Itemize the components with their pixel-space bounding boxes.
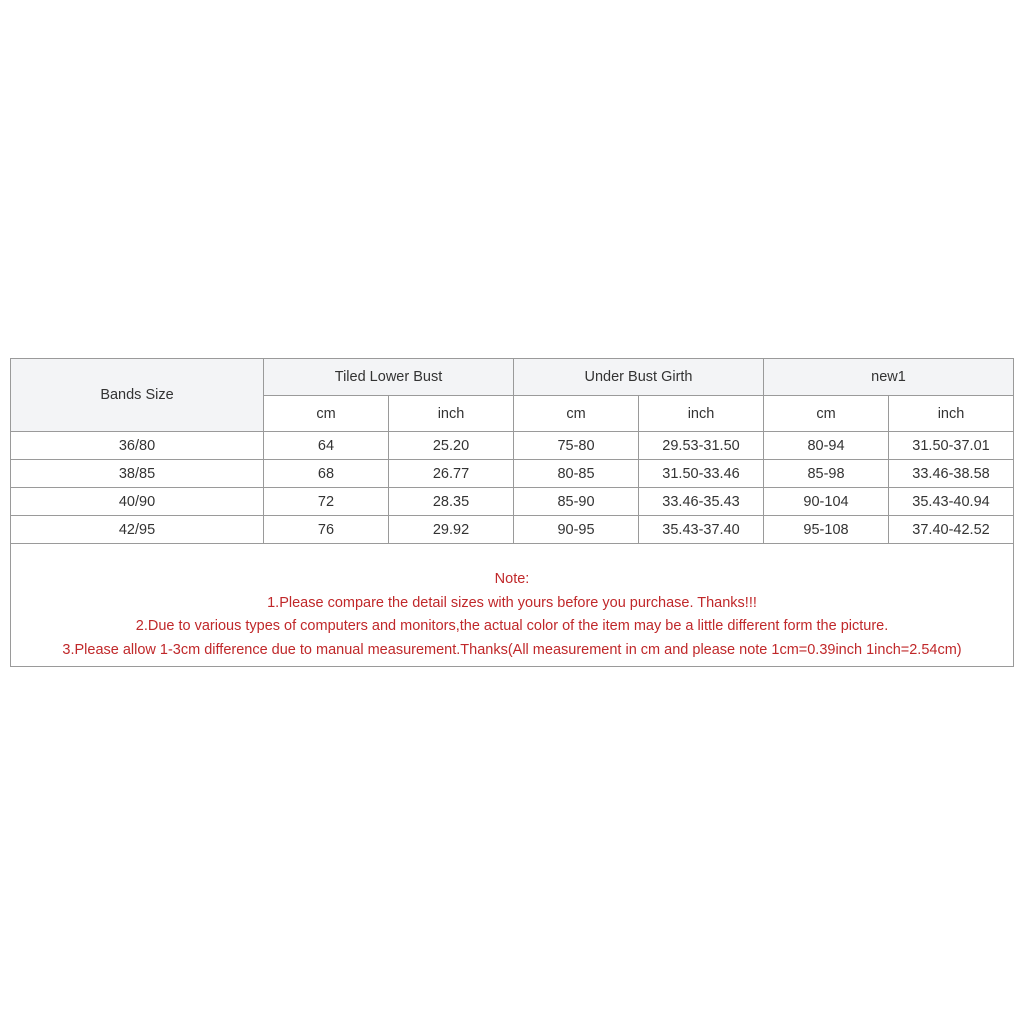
table-cell: 90-104 xyxy=(764,488,889,516)
table-cell: 90-95 xyxy=(514,516,639,544)
band-size-cell: 42/95 xyxy=(11,516,264,544)
group-header-under-bust-girth: Under Bust Girth xyxy=(514,359,764,396)
table-cell: 25.20 xyxy=(389,432,514,460)
table-cell: 85-90 xyxy=(514,488,639,516)
note-line-3: 3.Please allow 1-3cm difference due to manual measurement.Thanks(All measurement in cm and please note 1cm=0.39inch 1inch=2.54cm) xyxy=(62,641,962,658)
table-cell: 31.50-37.01 xyxy=(889,432,1014,460)
unit-header: inch xyxy=(389,396,514,432)
table-cell: 80-94 xyxy=(764,432,889,460)
table-row xyxy=(11,460,1014,488)
unit-header: cm xyxy=(264,396,389,432)
table-cell: 37.40-42.52 xyxy=(889,516,1014,544)
unit-header: cm xyxy=(764,396,889,432)
table-cell: 31.50-33.46 xyxy=(639,460,764,488)
band-size-cell: 36/80 xyxy=(11,432,264,460)
note-title: Note: xyxy=(494,571,530,587)
table-cell: 76 xyxy=(264,516,389,544)
note-line-1: 1.Please compare the detail sizes with yours before you purchase. Thanks!!! xyxy=(267,594,757,611)
size-chart xyxy=(10,358,1013,667)
table-cell: 29.53-31.50 xyxy=(639,432,764,460)
table-cell: 35.43-40.94 xyxy=(889,488,1014,516)
table-cell: 95-108 xyxy=(764,516,889,544)
table-cell: 72 xyxy=(264,488,389,516)
table-row xyxy=(11,516,1014,544)
table-cell: 75-80 xyxy=(514,432,639,460)
table-cell: 33.46-38.58 xyxy=(889,460,1014,488)
unit-header: cm xyxy=(514,396,639,432)
unit-header: inch xyxy=(889,396,1014,432)
group-header-tiled-lower-bust: Tiled Lower Bust xyxy=(264,359,514,396)
table-cell: 35.43-37.40 xyxy=(639,516,764,544)
note-line-2: 2.Due to various types of computers and monitors,the actual color of the item may be a little different form the picture. xyxy=(135,618,889,634)
note-cell xyxy=(11,544,1014,667)
note-row xyxy=(11,544,1014,667)
size-table xyxy=(10,358,1014,667)
table-cell: 28.35 xyxy=(389,488,514,516)
table-cell: 80-85 xyxy=(514,460,639,488)
header-row-groups xyxy=(11,359,1014,396)
table-cell: 68 xyxy=(264,460,389,488)
band-size-cell: 40/90 xyxy=(11,488,264,516)
table-cell: 64 xyxy=(264,432,389,460)
bands-size-header: Bands Size xyxy=(11,359,264,432)
table-cell: 29.92 xyxy=(389,516,514,544)
band-size-cell: 38/85 xyxy=(11,460,264,488)
table-row xyxy=(11,432,1014,460)
table-cell: 85-98 xyxy=(764,460,889,488)
table-cell: 33.46-35.43 xyxy=(639,488,764,516)
table-cell: 26.77 xyxy=(389,460,514,488)
unit-header: inch xyxy=(639,396,764,432)
table-row xyxy=(11,488,1014,516)
group-header-new1: new1 xyxy=(764,359,1014,396)
